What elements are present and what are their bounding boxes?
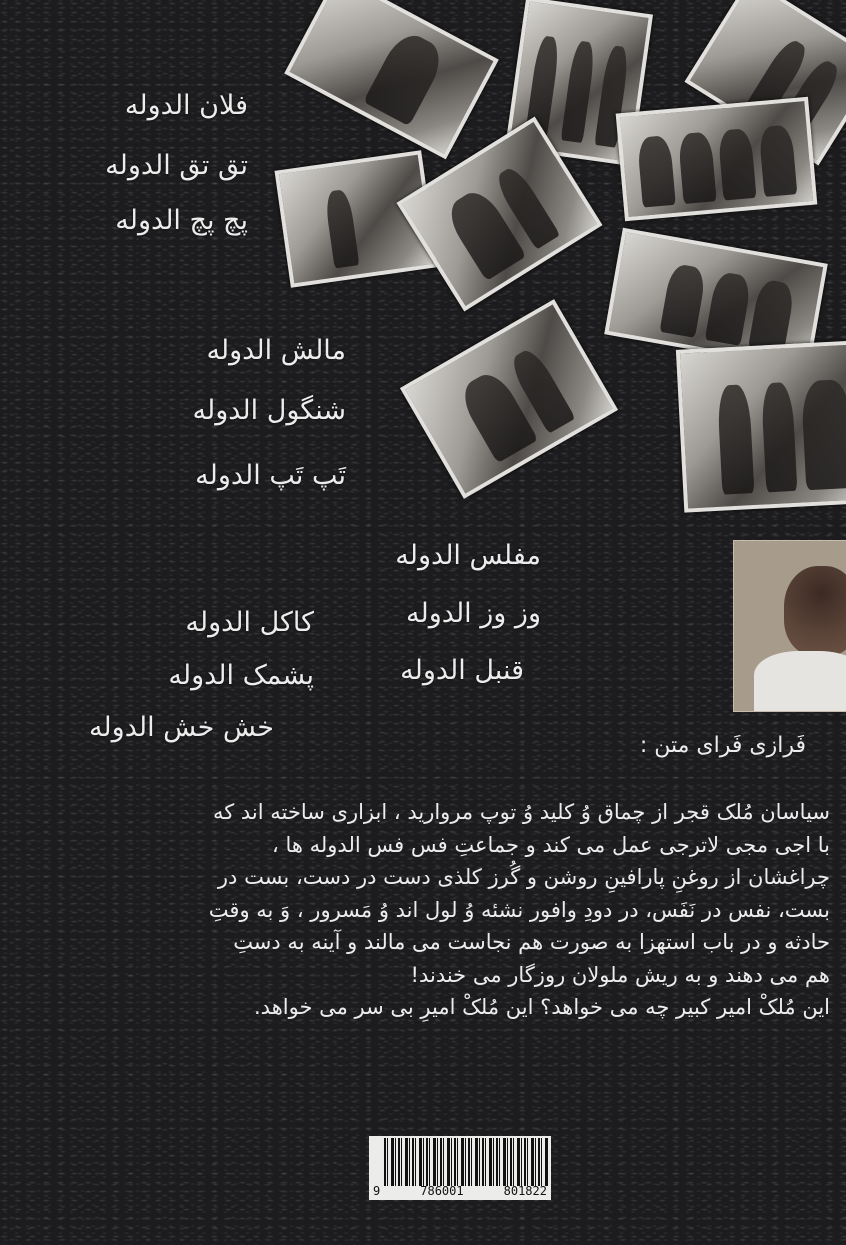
barcode-digits — [373, 1184, 547, 1198]
blurb-line: حادثه و در باب استهزا به صورت هم نجاست می مالند و آینه به دستِ — [233, 930, 830, 954]
blurb-paragraph — [40, 796, 830, 1024]
author-shirt — [754, 651, 846, 711]
photo-street-scene — [676, 340, 846, 512]
isbn-barcode — [369, 1136, 551, 1200]
barcode-digit-first: 9 — [373, 1184, 381, 1198]
title-line-11: پشمک الدوله — [168, 660, 314, 691]
title-line-8: وز وز الدوله — [406, 598, 541, 629]
blurb-line: این مُلکْ امیر کبیر چه می خواهد؟ این مُلکْ امیرِ بی سر می خواهد. — [254, 995, 830, 1019]
blurb-line: با اجی مجی لاترجی عمل می کند و جماعتِ فس فس الدوله ها ، — [272, 832, 830, 857]
author-portrait — [733, 540, 846, 712]
barcode-digit-group-1: 786001 — [420, 1184, 464, 1198]
photo-woman-chador — [284, 0, 499, 159]
title-line-9: قنبل الدوله — [400, 655, 524, 686]
blurb-line: چراغشان از روغنِ پارافینِ روشن و گُرز کلذی دست در دست، بست در — [217, 865, 830, 889]
title-line-12: خش خش الدوله — [88, 712, 274, 743]
barcode-digit-group-2: 801822 — [503, 1184, 547, 1198]
title-line-4: مالش الدوله — [206, 335, 346, 366]
photo-veiled-figures — [400, 299, 618, 499]
blurb-line: هم می دهند و به ریش ملولان روزگار می خندند! — [410, 962, 830, 987]
title-line-10: کاکل الدوله — [185, 607, 314, 638]
blurb-line: سیاسان مُلک قجر از چماق وُ کلید وُ توپ مروارید ، ابزاری ساخته اند که — [212, 800, 830, 824]
blurb-line: بست، نفس در نَفَس، در دودِ وافور نشئه وُ لول اند وُ مَسرور ، وَ به وقتِ — [208, 897, 830, 922]
author-head — [784, 566, 846, 656]
photo-men-standing — [616, 97, 818, 221]
title-line-1: فلان الدوله — [124, 90, 248, 121]
section-heading: فَرازی فَرای متن : — [639, 733, 806, 758]
title-line-3: پچ پچ الدوله — [115, 205, 248, 236]
title-line-5: شنگول الدوله — [192, 395, 346, 426]
barcode-bars — [384, 1138, 548, 1186]
title-line-6: تَپ تَپ الدوله — [195, 460, 346, 491]
title-line-2: تق تق الدوله — [105, 150, 248, 181]
title-line-7: مفلس الدوله — [395, 540, 541, 571]
